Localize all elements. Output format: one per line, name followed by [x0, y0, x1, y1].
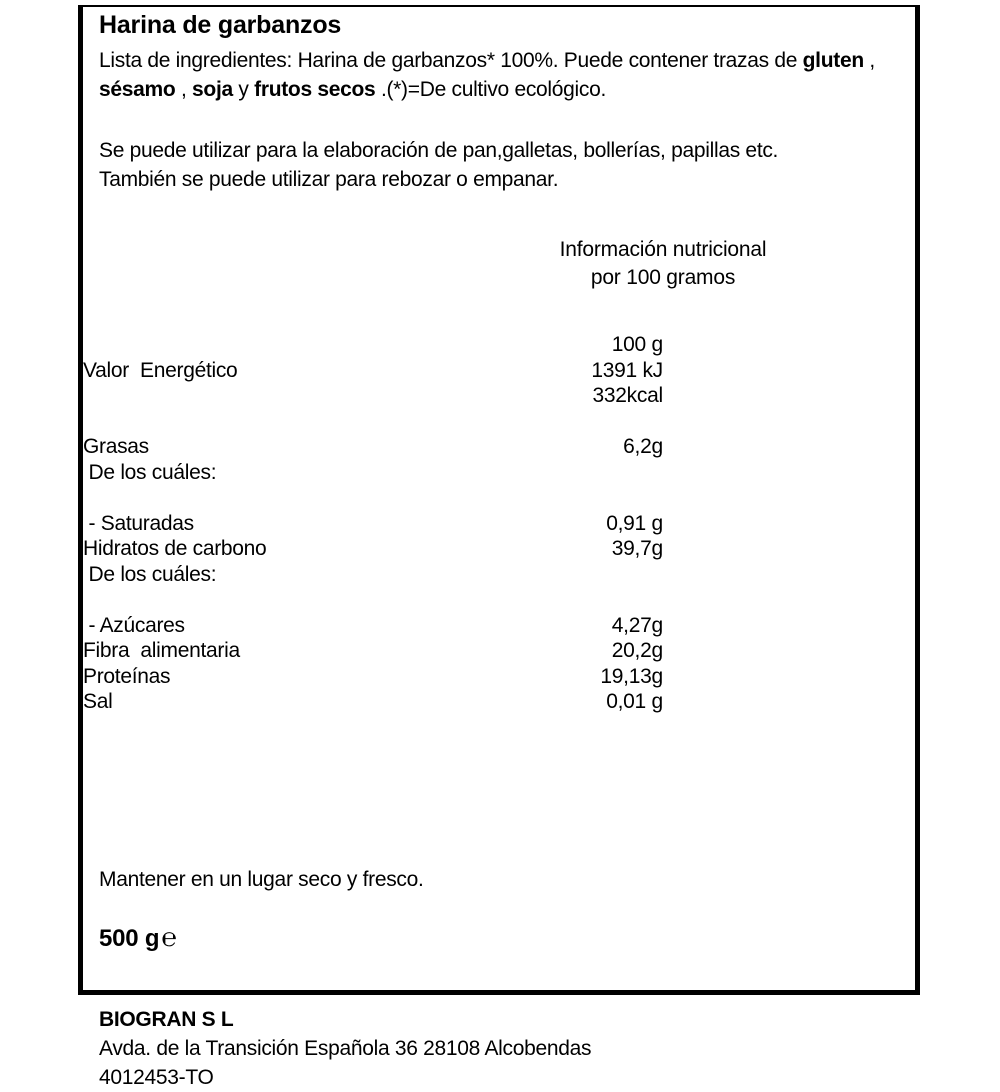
table-row	[83, 689, 915, 715]
nutrition-heading-line-1: Información nutricional	[559, 238, 767, 261]
nutrient-label: Hidratos de carbono	[83, 537, 267, 560]
organic-note: .(*)=De cultivo ecológico.	[375, 78, 607, 101]
allergen-separator-2: ,	[175, 78, 193, 101]
table-row-gap	[83, 409, 915, 435]
nutrient-label: - Azúcares	[83, 613, 185, 637]
company-name: BIOGRAN S L	[99, 1007, 234, 1031]
allergen-gluten: gluten	[802, 49, 864, 72]
product-label-frame	[78, 5, 920, 1089]
product-title: Harina de garbanzos	[99, 11, 342, 39]
nutrition-spacer-cell	[663, 562, 915, 588]
storage-instructions: Mantener en un lugar seco y fresco.	[99, 867, 424, 891]
gap-cell	[83, 587, 476, 613]
table-row	[83, 383, 915, 409]
allergen-separator-1: ,	[863, 49, 875, 72]
nutrient-label: - Saturadas	[83, 511, 194, 535]
allergen-sesamo: sésamo	[99, 78, 176, 101]
nutrition-column-header: 100 g	[611, 333, 663, 356]
nutrient-label: Valor Energético	[83, 358, 238, 382]
estimated-sign-icon: ℮	[161, 921, 177, 952]
gap-cell	[476, 587, 662, 613]
nutrition-spacer-cell	[663, 383, 915, 409]
nutrient-value: 20,2g	[611, 639, 663, 662]
usage-line-2: También se puede utilizar para rebozar o empanar.	[99, 168, 559, 191]
gap-cell	[663, 409, 915, 435]
table-row	[83, 536, 915, 562]
gap-cell	[83, 409, 476, 435]
nutrition-spacer-cell	[663, 434, 915, 460]
gap-cell	[83, 485, 476, 511]
table-row	[83, 460, 915, 486]
table-row	[83, 562, 915, 588]
nutrient-value: 332kcal	[592, 384, 663, 407]
net-weight	[83, 923, 915, 953]
nutrient-value: 6,2g	[623, 435, 663, 458]
nutrient-label	[83, 383, 476, 409]
nutrient-value	[476, 460, 662, 486]
table-row	[83, 511, 915, 537]
nutrition-spacer-cell	[663, 358, 915, 384]
nutrient-value: 39,7g	[611, 537, 663, 560]
allergen-frutos-secos: frutos secos	[254, 78, 376, 101]
ingredients-list	[83, 46, 915, 104]
nutrition-spacer-cell	[663, 536, 915, 562]
allergen-conjunction: y	[232, 78, 255, 101]
nutrition-heading-line-2: por 100 gramos	[590, 266, 736, 289]
nutrient-value: 1391 kJ	[591, 358, 663, 382]
nutrient-label: Sal	[83, 690, 113, 713]
nutrient-value: 0,91 g	[606, 511, 663, 535]
nutrient-label: De los cuáles:	[83, 562, 217, 586]
nutrient-label: Fibra alimentaria	[83, 639, 240, 662]
table-row	[83, 613, 915, 639]
manufacturer-info	[83, 1005, 915, 1092]
table-row	[83, 434, 915, 460]
batch-code: 4012453-TO	[99, 1065, 214, 1089]
nutrition-header-label-cell	[83, 332, 476, 358]
nutrient-label: Proteínas	[83, 664, 171, 688]
nutrition-heading	[363, 236, 963, 292]
gap-cell	[663, 587, 915, 613]
usage-instructions	[83, 136, 915, 194]
usage-line-1: Se puede utilizar para la elaboración de pan,galletas, bollerías, papillas etc.	[99, 139, 779, 162]
nutrient-value: 4,27g	[611, 613, 663, 637]
ingredients-lead-text: Lista de ingredientes: Harina de garbanzos* 100%. Puede contener trazas de	[99, 49, 798, 72]
nutrition-spacer-cell	[663, 332, 915, 358]
nutrient-value	[476, 562, 662, 588]
nutrition-spacer-cell	[663, 689, 915, 715]
nutrition-spacer-cell	[663, 613, 915, 639]
allergen-soja: soja	[192, 78, 233, 101]
table-row	[83, 664, 915, 690]
table-row	[83, 638, 915, 664]
company-address: Avda. de la Transición Española 36 28108 Alcobendas	[99, 1036, 592, 1060]
table-row-gap	[83, 587, 915, 613]
table-row	[83, 358, 915, 384]
nutrition-spacer-cell	[663, 460, 915, 486]
net-weight-amount: 500 g	[99, 924, 160, 952]
nutrition-table	[83, 332, 915, 715]
nutrient-value: 0,01 g	[606, 690, 663, 713]
table-row-gap	[83, 485, 915, 511]
gap-cell	[476, 485, 662, 511]
gap-cell	[476, 409, 662, 435]
nutrition-spacer-cell	[663, 638, 915, 664]
nutrient-value: 19,13g	[600, 664, 663, 688]
nutrient-label: Grasas	[83, 435, 149, 458]
label-content	[83, 10, 915, 1089]
nutrition-column-header-row	[83, 332, 915, 358]
nutrient-label: De los cuáles:	[83, 460, 217, 484]
nutrition-spacer-cell	[663, 664, 915, 690]
gap-cell	[663, 485, 915, 511]
nutrition-spacer-cell	[663, 511, 915, 537]
